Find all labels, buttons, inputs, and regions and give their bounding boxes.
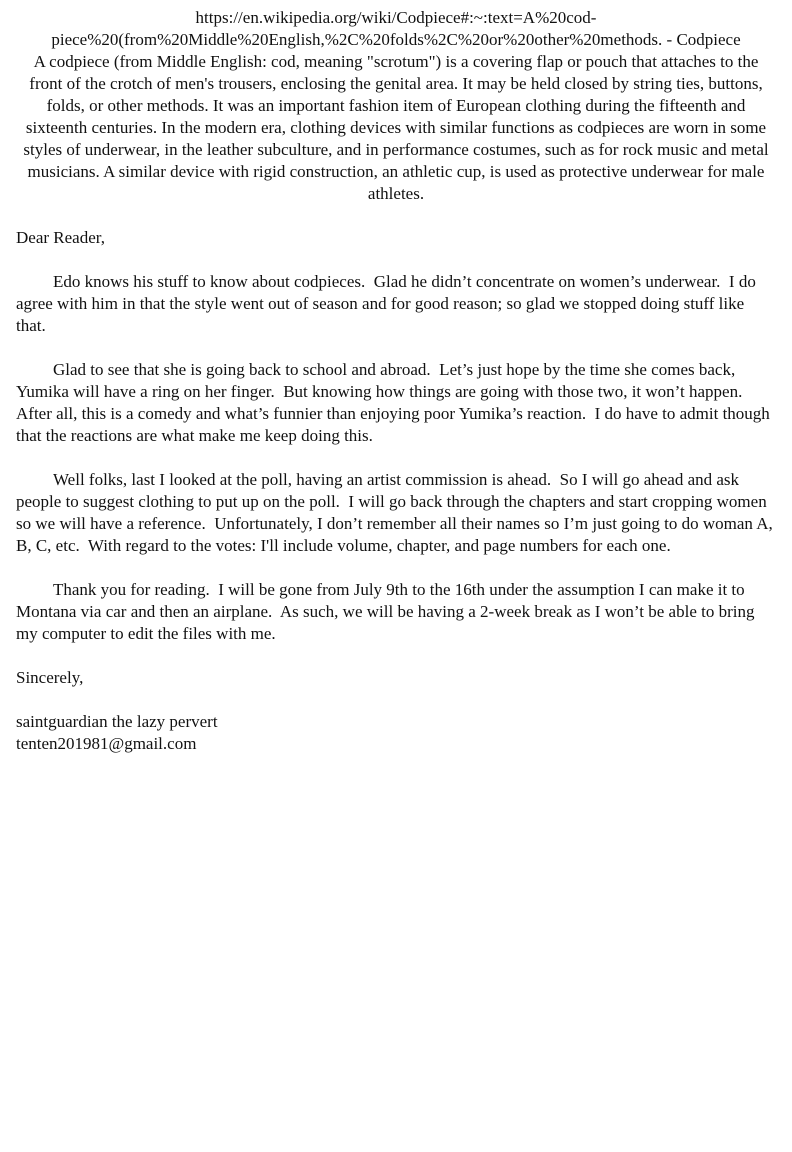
signature-email: tenten201981@gmail.com [16, 734, 197, 753]
body-paragraph-2: Glad to see that she is going back to school and abroad. Let’s just hope by the time she comes back, Yumika will have a ring on her finger. But knowing how things are going with those two, it won’t happen. After all, this is a comedy and what’s funnier than enjoying poor Yumika’s reaction. I do have to admit though that the reactions are what make me keep doing this. [16, 360, 775, 445]
body-paragraph-1: Edo knows his stuff to know about codpieces. Glad he didn’t concentrate on women’s underwear. I do agree with him in that the style went out of season and for good reason; so glad we stopped doing stuff like that. [16, 272, 761, 335]
citation-excerpt: A codpiece (from Middle English: cod, meaning "scrotum") is a covering flap or pouch that attaches to the front of the crotch of men's trousers, enclosing the genital area. It may be held closed by string ties, buttons, folds, or other methods. It was an important fashion item of European clothing during the fifteenth and sixteenth centuries. In the modern era, clothing devices with similar functions as codpieces are worn in some styles of underwear, in the leather subculture, and in performance costumes, such as for rock music and metal musicians. A similar device with rigid construction, an athletic cup, is used as protective underwear for male athletes. [23, 52, 773, 203]
source-citation [16, 7, 776, 205]
closing: Sincerely, [16, 668, 84, 687]
citation-url: https://en.wikipedia.org/wiki/Codpiece#:~:text=A%20cod-piece%20(from%20Middle%20English,%2C%20folds%2C%20or%20other%20methods. - Codpiece [51, 8, 741, 49]
body-paragraph-4: Thank you for reading. I will be gone from July 9th to the 16th under the assumption I can make it to Montana via car and then an airplane. As such, we will be having a 2-week break as I won’t be able to bring my computer to edit the files with me. [16, 580, 759, 643]
salutation: Dear Reader, [16, 228, 105, 247]
body-paragraph-3: Well folks, last I looked at the poll, having an artist commission is ahead. So I will go ahead and ask people to suggest clothing to put up on the poll. I will go back through the chapters and start cropping women so we will have a reference. Unfortunately, I don’t remember all their names so I’m just going to do woman A, B, C, etc. With regard to the votes: I'll include volume, chapter, and page numbers for each one. [16, 470, 778, 555]
signature-name: saintguardian the lazy pervert [16, 712, 218, 731]
